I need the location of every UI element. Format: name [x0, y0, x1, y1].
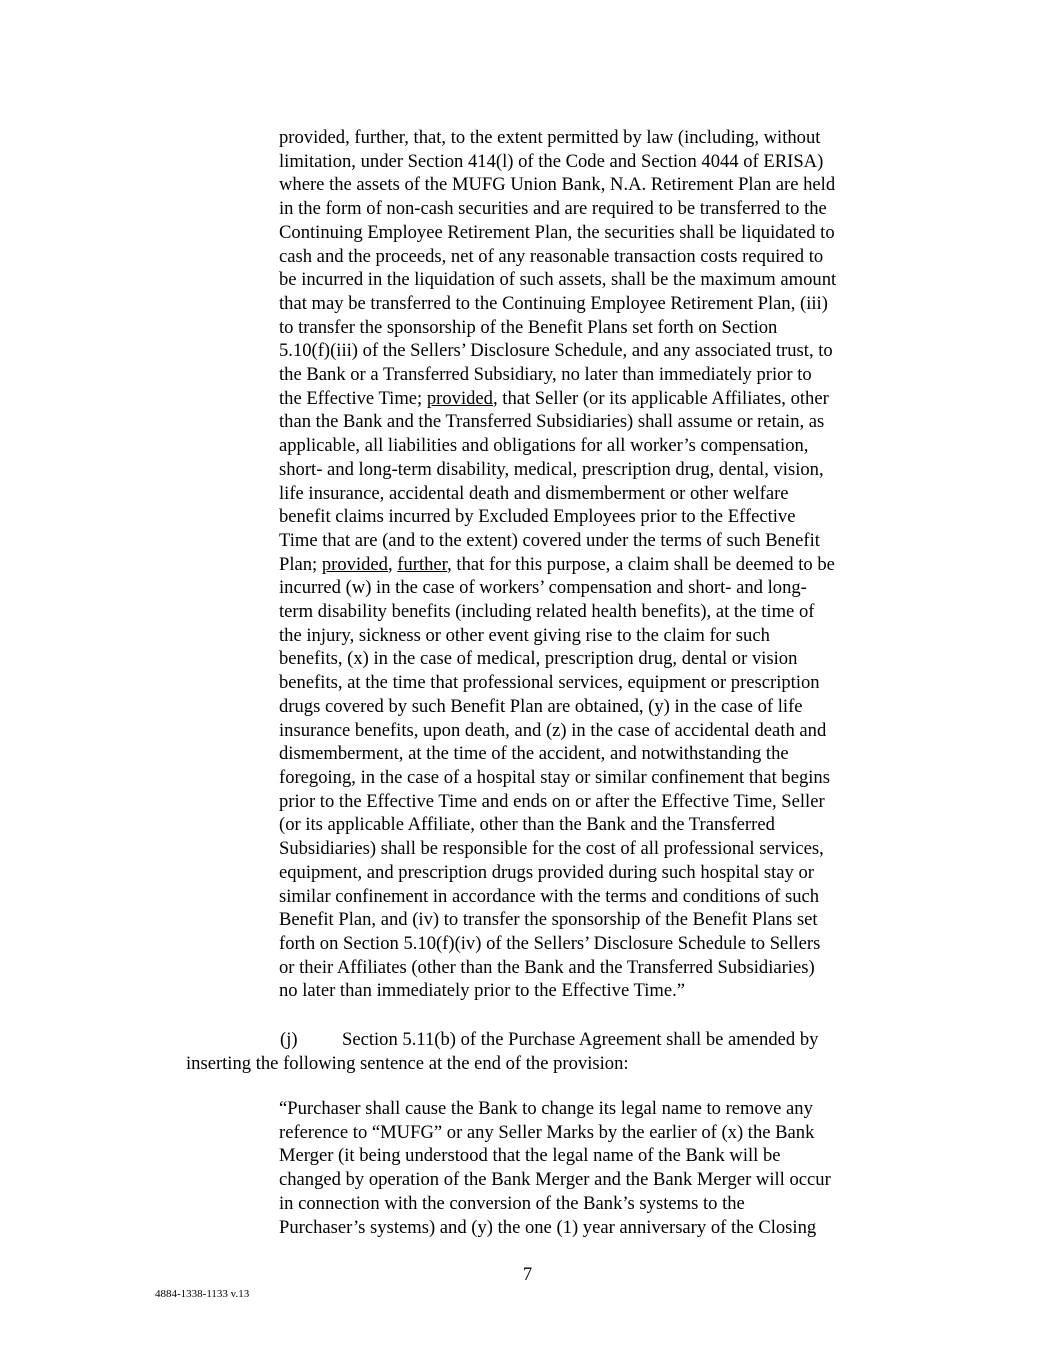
- text-line: Purchaser’s systems) and (y) the one (1) year anniversary of the Closing: [279, 1216, 817, 1238]
- text-line: dismemberment, at the time of the accident, and notwithstanding the: [279, 743, 789, 765]
- text-segment: the Effective Time;: [279, 387, 427, 409]
- amendment-quote-block: [279, 126, 919, 1003]
- text-line: be incurred in the liquidation of such assets, shall be the maximum amount: [279, 269, 837, 291]
- text-line: limitation, under Section 414(l) of the Code and Section 4044 of ERISA): [279, 150, 824, 172]
- document-id: 4884-1338-1133 v.13: [155, 1288, 250, 1300]
- text-line: than the Bank and the Transferred Subsidiaries) shall assume or retain, as: [279, 411, 825, 433]
- text-line: 5.10(f)(iii) of the Sellers’ Disclosure Schedule, and any associated trust, to: [279, 340, 833, 362]
- underlined-term: provided: [321, 553, 388, 575]
- text-line: inserting the following sentence at the end of the provision:: [186, 1052, 629, 1074]
- text-line: Merger (it being understood that the legal name of the Bank will be: [279, 1145, 781, 1167]
- text-line: (or its applicable Affiliate, other than the Bank and the Transferred: [279, 814, 775, 836]
- text-line: where the assets of the MUFG Union Bank, N.A. Retirement Plan are held: [279, 174, 836, 196]
- paragraph-label: (j): [280, 1029, 298, 1050]
- text-line: [279, 387, 919, 411]
- text-line: benefits, (x) in the case of medical, prescription drug, dental or vision: [279, 648, 798, 670]
- text-line: to transfer the sponsorship of the Benefit Plans set forth on Section: [279, 316, 778, 338]
- underlined-term: provided: [426, 387, 493, 409]
- text-line: drugs covered by such Benefit Plan are obtained, (y) in the case of life: [279, 695, 803, 717]
- text-line: similar confinement in accordance with the terms and conditions of such: [279, 885, 820, 907]
- text-line: cash and the proceeds, net of any reasonable transaction costs required to: [279, 245, 824, 267]
- text-line: provided, further, that, to the extent permitted by law (including, without: [279, 127, 821, 148]
- text-line: no later than immediately prior to the Effective Time.”: [279, 980, 686, 1002]
- paragraph-j: [186, 1028, 906, 1075]
- text-line: changed by operation of the Bank Merger and the Bank Merger will occur: [279, 1169, 831, 1191]
- text-line: the injury, sickness or other event giving rise to the claim for such: [279, 624, 770, 646]
- text-line: Subsidiaries) shall be responsible for the cost of all professional services,: [279, 838, 824, 860]
- text-line: incurred (w) in the case of workers’ compensation and short- and long-: [279, 577, 807, 599]
- underlined-term: further: [397, 553, 448, 575]
- text-segment: Plan;: [279, 553, 322, 575]
- text-line: benefits, at the time that professional services, equipment or prescription: [279, 672, 820, 694]
- text-line: Continuing Employee Retirement Plan, the securities shall be liquidated to: [279, 221, 835, 243]
- text-line: that may be transferred to the Continuing Employee Retirement Plan, (iii): [279, 292, 828, 314]
- text-line: equipment, and prescription drugs provided during such hospital stay or: [279, 861, 814, 883]
- text-line: applicable, all liabilities and obligations for all worker’s compensation,: [279, 435, 809, 457]
- text-line: Time that are (and to the extent) covered under the terms of such Benefit: [279, 529, 820, 551]
- text-line: prior to the Effective Time and ends on or after the Effective Time, Seller: [279, 790, 825, 812]
- text-line: Benefit Plan, and (iv) to transfer the sponsorship of the Benefit Plans set: [279, 909, 818, 931]
- text-line: reference to “MUFG” or any Seller Marks by the earlier of (x) the Bank: [279, 1121, 815, 1143]
- text-line: [279, 553, 919, 577]
- text-line: term disability benefits (including related health benefits), at the time of: [279, 601, 815, 623]
- text-line: benefit claims incurred by Excluded Employees prior to the Effective: [279, 506, 796, 528]
- text-segment: Section 5.11(b) of the Purchase Agreement shall be amended by: [342, 1029, 819, 1050]
- text-segment: , that for this purpose, a claim shall be deemed to be: [447, 553, 835, 575]
- text-segment: , that Seller (or its applicable Affiliates, other: [492, 387, 829, 409]
- text-line: insurance benefits, upon death, and (z) in the case of accidental death and: [279, 719, 827, 741]
- text-line: “Purchaser shall cause the Bank to change its legal name to remove any: [279, 1098, 813, 1119]
- inserted-sentence-quote-block: [279, 1097, 919, 1239]
- text-line: the Bank or a Transferred Subsidiary, no later than immediately prior to: [279, 364, 812, 386]
- text-line: in connection with the conversion of the Bank’s systems to the: [279, 1192, 745, 1214]
- text-line: in the form of non-cash securities and are required to be transferred to the: [279, 198, 827, 220]
- text-segment: ,: [387, 553, 398, 575]
- page-number: 7: [522, 1264, 533, 1285]
- text-line: short- and long-term disability, medical, prescription drug, dental, vision,: [279, 458, 824, 480]
- text-line: life insurance, accidental death and dismemberment or other welfare: [279, 482, 789, 504]
- text-line: forth on Section 5.10(f)(iv) of the Sellers’ Disclosure Schedule to Sellers: [279, 932, 821, 954]
- text-line: [186, 1028, 906, 1052]
- text-line: foregoing, in the case of a hospital stay or similar confinement that begins: [279, 766, 830, 788]
- text-line: or their Affiliates (other than the Bank and the Transferred Subsidiaries): [279, 956, 815, 978]
